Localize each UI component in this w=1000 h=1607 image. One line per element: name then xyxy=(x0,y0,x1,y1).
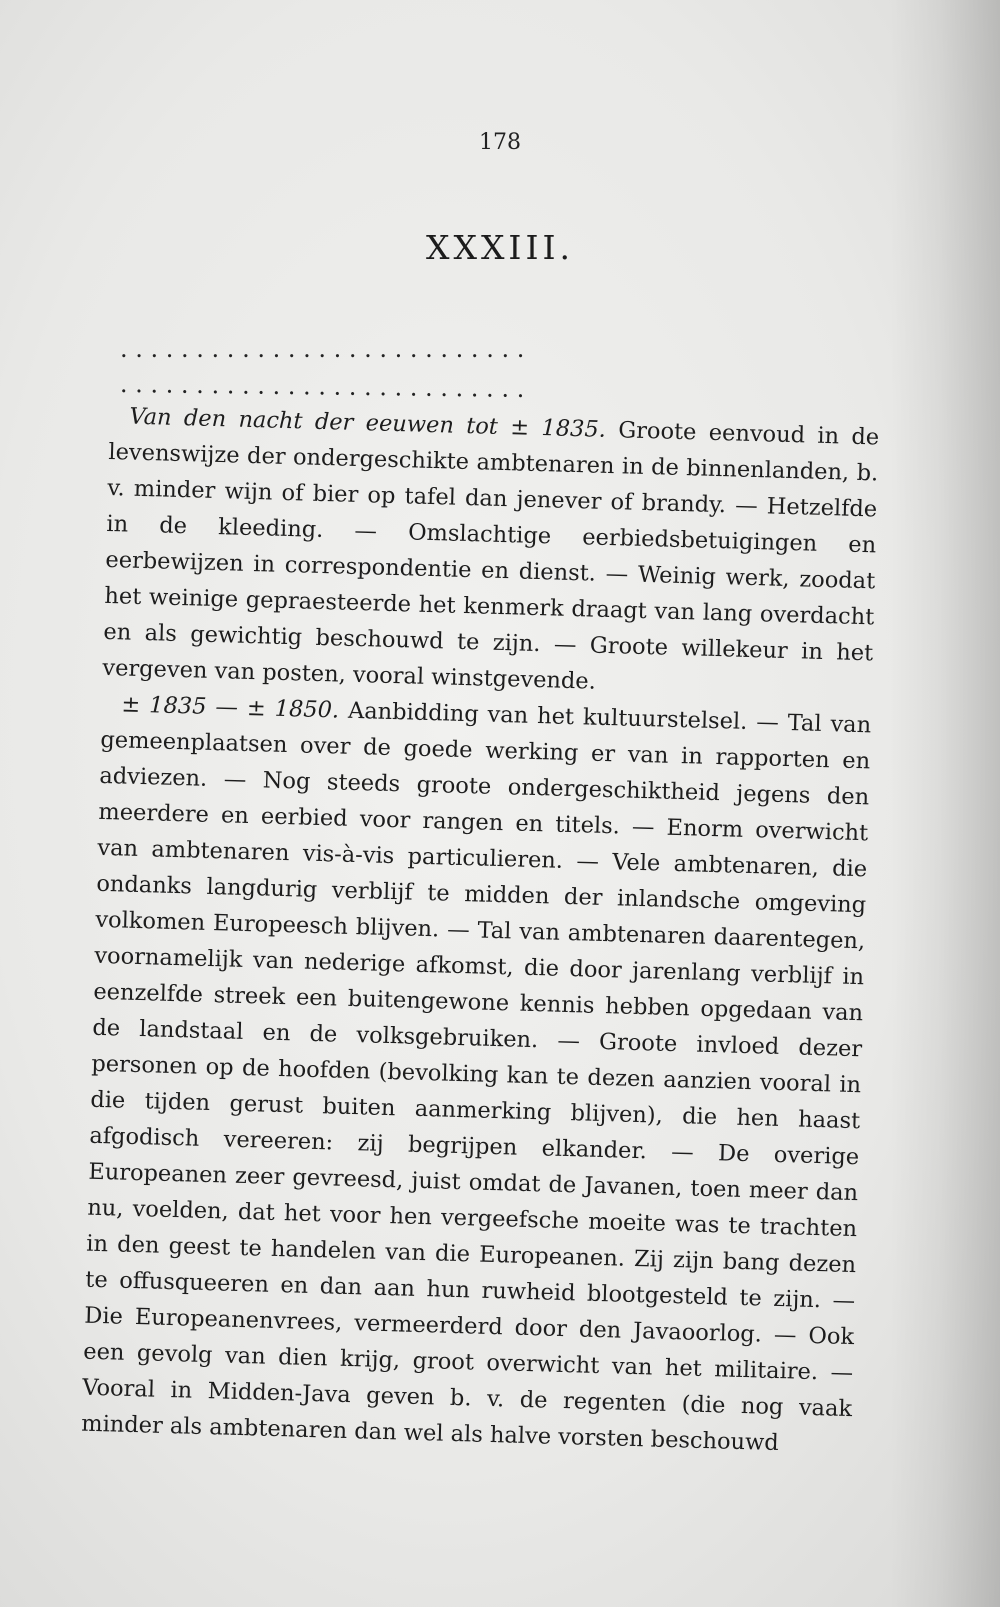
body-text xyxy=(81,398,880,1463)
chapter-title: XXXIII. xyxy=(425,228,575,267)
paragraph-1-text: Groote eenvoud in de levenswijze der ondergeschikte ambtenaren in de binnenlanden, b. v. minder wijn of bier op tafel dan jenever of brandy. — Hetzelfde in de kleeding. — Omslachtige eerbiedsbetuigingen en eerbewijzen in correspondentie en dienst. — Weinig werk, zoodat het weinige gepraesteerde het kenmerk draagt van lang overdacht en als gewichtig beschouwd te zijn. — Groote willekeur in het vergeven van posten, vooral winstgevende. xyxy=(102,416,880,695)
ellipsis-line-1: . . . . . . . . . . . . . . . . . . . . . . . . . . . xyxy=(120,335,525,363)
paragraph-2-text: Aanbidding van het kultuurstelsel. — Tal van gemeenplaatsen over de goede werking er van in rapporten en adviezen. — Nog steeds groote ondergeschiktheid jegens den meerdere en eerbied voor rangen en titels. — Enorm overwicht van ambtenaren vis-à-vis particulieren. — Vele ambtenaren, die ondanks langdurig verblijf te midden der inlandsche omgeving volkomen Europeesch blijven. — Tal van ambtenaren daarentegen, voornamelijk van nederige afkomst, die door jarenlang verblijf in eenzelfde streek een buitengewone kennis hebben opgedaan van de landstaal en de volksgebruiken. — Groote invloed dezer personen op de hoofden (bevolking kan te dezen aanzien vooral in die tijden gerust buiten aanmerking blijven), die hen haast afgodisch vereeren: zij begrijpen elkander. — De overige Europeanen zeer gevreesd, juist omdat de Javanen, toen meer dan nu, voelden, dat het voor hen vergeefsche moeite was te trachten in den geest te handelen van die Europeanen. Zij zijn bang dezen te offusqueeren en dan aan hun ruwheid blootgesteld te zijn. — Die Europeanenvrees, vermeerderd door den Javaoorlog. — Ook een gevolg van dien krijg, groot overwicht van het militaire. — Vooral in Midden-Java geven b. v. de regenten (die nog vaak minder als ambtenaren dan wel als halve vorsten beschouwd xyxy=(80,697,872,1457)
paragraph-2-italic-lead: ± 1835 — ± 1850. xyxy=(121,691,340,724)
paragraph-1-italic-lead: Van den nacht der eeuwen tot ± 1835. xyxy=(129,403,607,443)
page-number: 178 xyxy=(479,130,521,155)
paragraph-2 xyxy=(81,686,872,1463)
ellipsis-line-2: . . . . . . . . . . . . . . . . . . . . . . . . . . . xyxy=(119,370,525,403)
paragraph-1 xyxy=(102,398,880,707)
